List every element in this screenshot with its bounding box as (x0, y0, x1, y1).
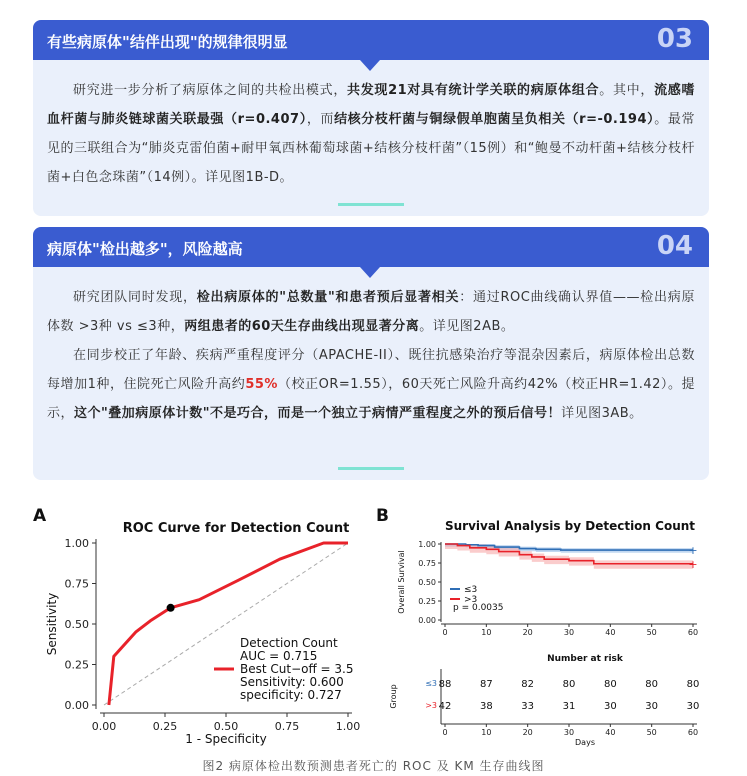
risk-count: 42 (438, 701, 452, 712)
best-cutoff-point (167, 604, 175, 612)
y-tick-label: 0.75 (418, 559, 436, 568)
risk-count: 38 (479, 701, 493, 712)
bold-text: 检出病原体的"总数量"和患者预后显著相关 (196, 290, 460, 305)
risk-count: 88 (438, 679, 452, 690)
x-tick-label: 50 (646, 628, 657, 637)
bold-text: 共发现21对具有统计学关联的病原体组合 (347, 83, 600, 98)
risk-count: 80 (645, 679, 659, 690)
risk-count: 80 (686, 679, 700, 690)
x-tick-label: 60 (687, 628, 699, 637)
section-body-04 (33, 267, 709, 428)
section-number: 04 (656, 231, 693, 261)
section-title: 病原体"检出越多"，风险越高 (47, 240, 243, 258)
text-run: （校正OR=1.55），60天死亡风险升高约42%（校正HR=1.42）。提示， (47, 377, 695, 421)
x-tick-label: 30 (563, 628, 575, 637)
paragraph (47, 283, 695, 341)
risk-count: 80 (603, 679, 617, 690)
paragraph (47, 341, 695, 428)
section-header-04 (33, 227, 709, 267)
x-tick-label: 40 (605, 728, 616, 737)
text-run: 研究进一步分析了病原体之间的共检出模式， (73, 83, 348, 98)
decorative-divider (338, 203, 404, 206)
section-body-03 (33, 60, 709, 192)
text-run: 。最常见的三联组合为“肺炎克雷伯菌+耐甲氧西林葡萄球菌+结核分枝杆菌”（15例）和“鲍曼不动杆菌+结核分枝杆菌+白色念珠菌”（14例）。详见图1B-D。 (47, 112, 695, 185)
x-tick-label: 0.00 (91, 720, 117, 733)
risk-count: 30 (645, 701, 659, 712)
legend-auc: AUC = 0.715 (240, 649, 318, 663)
risk-count: 31 (562, 701, 576, 712)
risk-count: 87 (479, 679, 493, 690)
section-header-03 (33, 20, 709, 60)
section-card-04 (33, 227, 709, 480)
legend-sensitivity: Sensitivity: 0.600 (240, 675, 344, 689)
censor-mark: + (688, 544, 698, 558)
y-tick-label: 1.00 (418, 540, 436, 549)
risk-count: 30 (603, 701, 617, 712)
bold-text: 两组患者的60天生存曲线出现显著分离 (184, 319, 420, 334)
y-tick-label: 0.25 (64, 658, 89, 672)
x-tick-label: 50 (646, 728, 657, 737)
figure-caption: 图2 病原体检出数预测患者死亡的 ROC 及 KM 生存曲线图 (202, 759, 545, 773)
bold-text: 这个"叠加病原体计数"不是巧合，而是一个独立于病情严重程度之外的预后信号！ (74, 406, 562, 421)
panel-label-a: A (33, 506, 47, 526)
risk-row-label: ≤3 (425, 679, 437, 688)
section-number: 03 (656, 24, 693, 54)
text-run: ：通过ROC曲线确认界值——检出病原体数 >3种 vs ≤3种， (47, 290, 695, 334)
x-tick-label: 20 (522, 628, 533, 637)
text-run: 在同步校正了年龄、疾病严重程度评分（APACHE-II）、既往抗感染治疗等混杂因素后，病原体检出总数每增加1种，住院死亡风险升高约 (47, 348, 695, 392)
header-pointer (360, 267, 380, 278)
x-tick-label: 0.25 (152, 720, 178, 733)
x-axis-label: 1 - Specificity (185, 732, 267, 746)
highlight-text: 55% (245, 377, 278, 392)
legend-specificity: specificity: 0.727 (240, 688, 342, 702)
y-tick-label: 0.00 (64, 699, 89, 712)
y-axis-label: Sensitivity (45, 592, 59, 656)
x-tick-label: 10 (481, 728, 492, 737)
y-tick-label: 0.25 (418, 597, 436, 606)
legend-label: >3 (464, 595, 478, 605)
panel-label-b: B (376, 506, 389, 526)
y-tick-label: 1.00 (64, 537, 89, 550)
risk-count: 80 (562, 679, 576, 690)
paragraph (47, 76, 695, 192)
km-chart (390, 512, 720, 748)
x-axis-label: Days (575, 738, 595, 747)
text-run: 详见图3AB。 (561, 406, 643, 421)
risk-table-ylabel: Group (389, 684, 398, 709)
y-tick-label: 0.50 (418, 578, 436, 587)
chart-title: Survival Analysis by Detection Count (444, 519, 696, 533)
x-tick-label: 20 (522, 728, 533, 737)
x-tick-label: 10 (481, 628, 492, 637)
text-run: 。详见图2AB。 (419, 319, 515, 334)
y-tick-label: 0.50 (64, 618, 89, 631)
text-run: ，而 (306, 112, 335, 127)
section-card-03 (33, 20, 709, 216)
text-run: 研究团队同时发现， (73, 290, 197, 305)
x-tick-label: 0 (442, 628, 448, 637)
x-tick-label: 60 (687, 728, 699, 737)
bold-text: 结核分枝杆菌与铜绿假单胞菌呈负相关（r=-0.194） (334, 112, 655, 127)
chart-title: ROC Curve for Detection Count (122, 521, 350, 536)
section-title: 有些病原体"结伴出现"的规律很明显 (47, 33, 288, 51)
risk-table-title: Number at risk (547, 654, 623, 664)
text-run: 。其中， (599, 83, 655, 98)
x-tick-label: 40 (605, 628, 616, 637)
x-tick-label: 30 (563, 728, 575, 737)
roc-chart (40, 510, 370, 750)
censor-mark: + (688, 557, 698, 571)
legend-best-cutoff: Best Cut−off = 3.5 (240, 662, 354, 676)
risk-row-label: >3 (425, 701, 437, 710)
y-tick-label: 0.75 (64, 577, 89, 591)
x-tick-label: 0.75 (274, 720, 300, 733)
y-axis-label: Overall Survival (397, 550, 406, 614)
y-tick-label: 0.00 (418, 616, 436, 625)
risk-count: 30 (686, 701, 700, 712)
p-value: p = 0.0035 (453, 603, 504, 613)
x-tick-label: 0 (442, 728, 448, 737)
risk-count: 82 (521, 679, 535, 690)
bold-text: 流感嗜血杆菌与肺炎链球菌关联最强（r=0.407） (47, 83, 695, 127)
legend-header: Detection Count (240, 636, 338, 650)
legend-label: ≤3 (464, 585, 478, 595)
decorative-divider (338, 467, 404, 470)
x-tick-label: 1.00 (335, 720, 361, 733)
header-pointer (360, 60, 380, 71)
x-tick-label: 0.50 (213, 720, 239, 733)
risk-count: 33 (521, 701, 535, 712)
